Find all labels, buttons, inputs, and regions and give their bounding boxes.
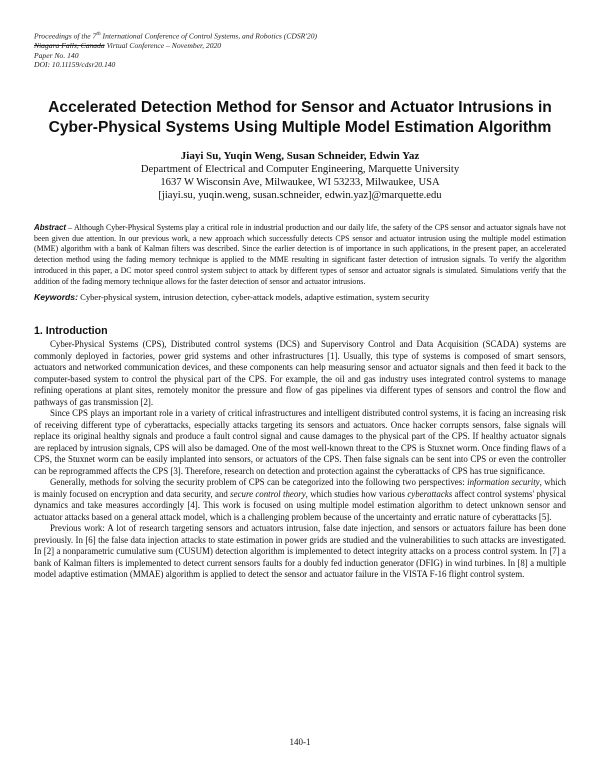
header-conference: Proceedings of the 7th International Conference of Control Systems, and Robotics (CDSR'20) — [34, 31, 318, 41]
header-doi: DOI: 10.11159/cdsr20.140 — [34, 60, 116, 70]
keywords-label: Keywords: — [34, 292, 78, 302]
paragraph: Previous work: A lot of research targeting sensors and actuators intrusion, false date injection, and sensors or actuators failure has been done previously. In [6] the false data injection attacks to state estimation in power grids are studied and the vulnerabilities to such attacks are investigated. In [2] a nonparametric cumulative sum (CUSUM) detection algorithm is implemented to detect integrity attacks on a process control system. In [7] a bank of Kalman filters is implemented to detect current sensors faults for a doubly fed induction generator (DFIG) in wind turbines. In [8] a multiple model adaptive estimation (MMAE) algorithm is applied to detect the sensor and actuator failure in the VISTA F-16 flight control system. — [34, 523, 566, 579]
author-department: Department of Electrical and Computer Engineering, Marquette University — [140, 164, 460, 175]
abstract-label: Abstract — [34, 223, 67, 232]
author-names: Jiayi Su, Yuqin Weng, Susan Schneider, Edwin Yaz — [180, 150, 420, 162]
paragraph: Generally, methods for solving the security problem of CPS can be categorized into the following two perspectives: information security, which is mainly focused on encryption and data security, and secure control theory, which studies how various cyberattacks affect control systems' physical dynamics and take measures accordingly [4]. This work is focused on using multiple model estimation algorithm to detect unknown sensor and actuator attacks based on a general attack model, which is a challenging problem because of the uncertainty and erratic nature of cyberattacks [5]. — [34, 477, 566, 522]
author-address: 1637 W Wisconsin Ave, Milwaukee, WI 53233, Milwaukee, USA — [160, 177, 440, 188]
paragraph: Cyber-Physical Systems (CPS), Distributed control systems (DCS) and Supervisory Control and Data Acquisition (SCADA) systems are commonly deployed in factories, power grid systems and other infrastructures [1]. Usually, this type of systems is composed of smart sensors, actuators and networked communication devices, and these components can help measuring sensor and actuator signals and then feed it back to the computer-based system to control the physical part of the CPS. For example, the oil and gas industry uses integrated control systems to manage refining operations at plant sites, remotely monitor the pressure and flow of gas pipelines via different types of sensors and control the flow and pathways of gas transmission [2]. — [34, 339, 566, 407]
section-heading: 1. Introduction — [34, 325, 108, 337]
keywords — [34, 292, 566, 303]
introduction-body — [34, 339, 566, 581]
abstract-text: Although Cyber-Physical Systems play a critical role in industrial production and our daily life, the safety of the CPS sensor and actuator signals have not been given due attention. In our previous work, a new approach which successfully detects CPS sensor and actuator intrusion using the multiple model estimation (MME) algorithm with a bank of Kalman filters was described. Since the earlier detection is of importance in such applications, in the present paper, an accelerated detection method using the fading memory technique is applied to the MME resulting in significant faster detection of intrusion signals. To verify the algorithm introduced in this paper, a DC motor speed control system subject to attack by different types of sensor and actuator signals is simulated. Simulations verify that the addition of the fading memory technique allows for the faster detection of sensor and actuator intrusions. — [34, 223, 566, 286]
page-number: 140-1 — [289, 737, 311, 747]
header-paper-no: Paper No. 140 — [34, 50, 79, 60]
keywords-text: Cyber-physical system, intrusion detection, cyber-attack models, adaptive estimation, system security — [77, 292, 430, 302]
author-block — [20, 150, 580, 202]
author-emails: [jiayi.su, yuqin.weng, susan.schneider, edwin.yaz]@marquette.edu — [158, 190, 442, 201]
header-location: Niagara Falls, Canada Virtual Conference – November, 2020 — [34, 41, 222, 51]
proceedings-header — [34, 30, 317, 70]
paragraph: Since CPS plays an important role in a variety of critical infrastructures and intelligent distributed control systems, it is facing an increasing risk of receiving different type of cyberattacks, especially attacks targeting its sensors and actuators. Once hacker corrupts sensors, false signals will replace its original healthy signals and produce a fault control signal and cause damages to the physical part of the CPS. If healthy actuator signals are replaced by intrusion signals, CPS will also be damaged. One of the most well-known threat to the CPS is Stuxnet worm. Once finding flaws of a CPS, the Stuxnet worm can be easily implanted into sensors, or actuators of the CPS. Then false signals can be sent into CPS or even the controller can be reprogrammed affects the CPS [3]. Therefore, research on detection and protection against the cyberattacks of CPS has true significance. — [34, 408, 566, 476]
abstract: Abstract – Although Cyber-Physical Systems play a critical role in industrial production and our daily life, the safety of the CPS sensor and actuator signals have not been given due attention. In our previous work, a new approach which successfully detects CPS sensor and actuator intrusion using the multiple model estimation (MME) algorithm with a bank of Kalman filters was described. Since the earlier detection is of importance in such applications, in the present paper, an accelerated detection method using the fading memory technique is applied to the MME resulting in significant faster detection of intrusion signals. To verify the algorithm introduced in this paper, a DC motor speed control system subject to attack by different types of sensor and actuator signals is simulated. Simulations verify that the addition of the fading memory technique allows for the faster detection of sensor and actuator intrusions. — [34, 223, 566, 286]
paper-title: Accelerated Detection Method for Sensor and Actuator Intrusions in Cyber-Physical Systems Using Multiple Model Estimation Algorithm — [48, 99, 552, 136]
